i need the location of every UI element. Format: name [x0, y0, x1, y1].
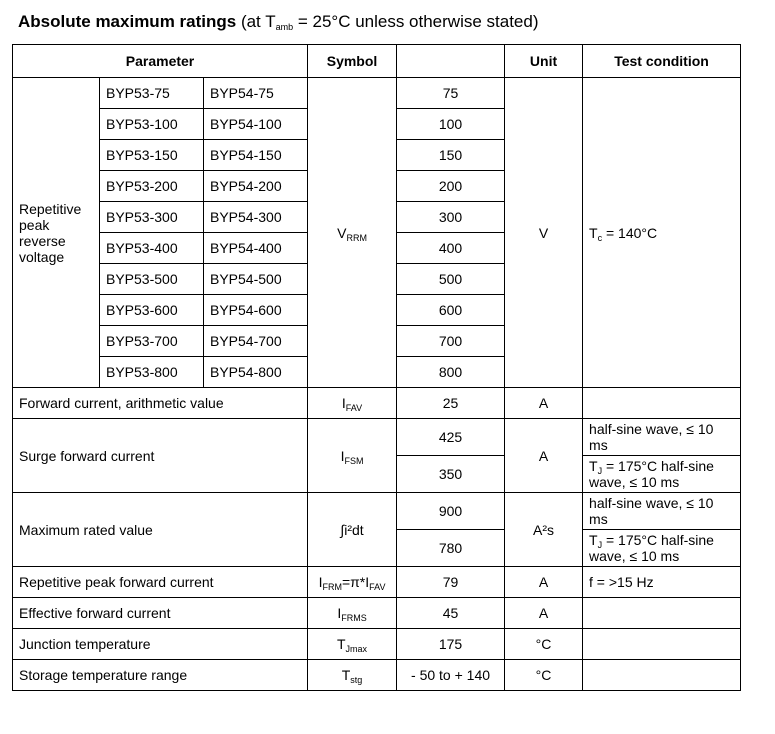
- cond-sub: J: [597, 540, 603, 550]
- type-53: BYP53-500: [100, 264, 204, 295]
- vrrm-condition: [583, 78, 741, 388]
- vrrm-value: 300: [397, 202, 505, 233]
- symbol-a: I: [318, 574, 323, 590]
- i2t-condition-1: half-sine wave, ≤ 10 ms: [583, 493, 741, 530]
- ifsm-label: Surge forward current: [13, 419, 308, 493]
- type-54: BYP54-800: [204, 357, 308, 388]
- cond-rest: = 175°C half-sine wave, ≤ 10 ms: [589, 458, 714, 490]
- symbol-sub: FRMS: [341, 613, 367, 623]
- tstg-label: Storage temperature range: [13, 660, 308, 691]
- type-53: BYP53-400: [100, 233, 204, 264]
- type-53: BYP53-100: [100, 109, 204, 140]
- type-53: BYP53-600: [100, 295, 204, 326]
- vrrm-value: 500: [397, 264, 505, 295]
- ifsm-condition-1: half-sine wave, ≤ 10 ms: [583, 419, 741, 456]
- ifrm-condition: f = >15 Hz: [583, 567, 741, 598]
- tj-symbol: [308, 629, 397, 660]
- header-parameter: Parameter: [13, 45, 308, 78]
- type-54: BYP54-700: [204, 326, 308, 357]
- vrrm-value: 600: [397, 295, 505, 326]
- title-bold: Absolute maximum ratings: [18, 12, 237, 31]
- ifav-condition: [583, 388, 741, 419]
- header-row: [13, 45, 741, 78]
- ifrm-row: [13, 567, 741, 598]
- vrrm-value: 400: [397, 233, 505, 264]
- type-53: BYP53-800: [100, 357, 204, 388]
- vrrm-symbol: [308, 78, 397, 388]
- type-53: BYP53-300: [100, 202, 204, 233]
- cond-main: T: [589, 224, 598, 241]
- symbol-b-sub: FAV: [369, 582, 386, 592]
- ifrm-unit: A: [505, 567, 583, 598]
- type-54: BYP54-500: [204, 264, 308, 295]
- tj-condition: [583, 629, 741, 660]
- cond-rest: = 175°C half-sine wave, ≤ 10 ms: [589, 532, 714, 564]
- ifav-label: Forward current, arithmetic value: [13, 388, 308, 419]
- title-suffix: = 25°C unless otherwise stated): [293, 12, 539, 31]
- type-54: BYP54-400: [204, 233, 308, 264]
- ifsm-row-1: [13, 419, 741, 456]
- symbol-mid: =π*I: [341, 574, 370, 590]
- header-symbol: Symbol: [308, 45, 397, 78]
- cond-sub: c: [597, 232, 603, 243]
- ifrms-label: Effective forward current: [13, 598, 308, 629]
- i2t-label: Maximum rated value: [13, 493, 308, 567]
- symbol-main: V: [337, 224, 347, 241]
- cond-sub: J: [597, 466, 603, 476]
- title-sub: amb: [275, 22, 294, 32]
- cond-main: T: [589, 458, 598, 474]
- title-prefix: (at T: [236, 12, 276, 31]
- tstg-unit: °C: [505, 660, 583, 691]
- vrrm-value: 150: [397, 140, 505, 171]
- header-unit: Unit: [505, 45, 583, 78]
- i2t-value-2: 780: [397, 530, 505, 567]
- ifsm-condition-2: [583, 456, 741, 493]
- ifsm-value-2: 350: [397, 456, 505, 493]
- cond-main: T: [589, 532, 598, 548]
- ifrms-value: 45: [397, 598, 505, 629]
- i2t-symbol: ∫i²dt: [308, 493, 397, 567]
- tstg-condition: [583, 660, 741, 691]
- tj-row: [13, 629, 741, 660]
- ifrms-row: [13, 598, 741, 629]
- ifrm-symbol: [308, 567, 397, 598]
- type-54: BYP54-200: [204, 171, 308, 202]
- symbol-sub: FSM: [344, 455, 364, 466]
- header-value: [397, 45, 505, 78]
- symbol-a-sub: FRM: [322, 582, 342, 592]
- symbol-main: I: [341, 395, 346, 411]
- page-title: [18, 12, 539, 32]
- tstg-row: [13, 660, 741, 691]
- vrrm-unit: V: [505, 78, 583, 388]
- symbol-sub: Jmax: [345, 644, 368, 654]
- type-53: BYP53-150: [100, 140, 204, 171]
- vrrm-label: Repetitive peak reverse voltage: [13, 78, 100, 388]
- i2t-condition-2: [583, 530, 741, 567]
- vrrm-value: 200: [397, 171, 505, 202]
- tj-unit: °C: [505, 629, 583, 660]
- type-53: BYP53-700: [100, 326, 204, 357]
- type-54: BYP54-150: [204, 140, 308, 171]
- ifrms-symbol: [308, 598, 397, 629]
- ifav-row: [13, 388, 741, 419]
- symbol-main: I: [337, 605, 342, 621]
- tstg-symbol: [308, 660, 397, 691]
- type-54: BYP54-75: [204, 78, 308, 109]
- symbol-main: I: [340, 447, 345, 464]
- ifrm-value: 79: [397, 567, 505, 598]
- ifrms-condition: [583, 598, 741, 629]
- i2t-row-1: [13, 493, 741, 530]
- ifav-unit: A: [505, 388, 583, 419]
- ifrms-unit: A: [505, 598, 583, 629]
- header-test-condition: Test condition: [583, 45, 741, 78]
- cond-rest: = 140°C: [602, 224, 658, 241]
- type-54: BYP54-300: [204, 202, 308, 233]
- title-condition: [236, 12, 538, 31]
- ifsm-value-1: 425: [397, 419, 505, 456]
- table-row: [13, 78, 741, 109]
- type-53: BYP53-75: [100, 78, 204, 109]
- vrrm-value: 100: [397, 109, 505, 140]
- symbol-sub: FAV: [345, 403, 363, 413]
- type-54: BYP54-100: [204, 109, 308, 140]
- i2t-unit: A²s: [505, 493, 583, 567]
- ifrm-label: Repetitive peak forward current: [13, 567, 308, 598]
- symbol-sub: stg: [350, 675, 363, 685]
- ratings-table: [12, 44, 741, 691]
- ifsm-unit: A: [505, 419, 583, 493]
- tj-label: Junction temperature: [13, 629, 308, 660]
- vrrm-value: 800: [397, 357, 505, 388]
- ifav-value: 25: [397, 388, 505, 419]
- tstg-value: - 50 to + 140: [397, 660, 505, 691]
- symbol-main: T: [341, 667, 351, 683]
- vrrm-value: 700: [397, 326, 505, 357]
- tj-value: 175: [397, 629, 505, 660]
- vrrm-value: 75: [397, 78, 505, 109]
- ifsm-symbol: [308, 419, 397, 493]
- ifav-symbol: [308, 388, 397, 419]
- symbol-main: T: [336, 636, 346, 652]
- vrrm-body: [13, 78, 741, 691]
- i2t-value-1: 900: [397, 493, 505, 530]
- symbol-sub: RRM: [346, 232, 367, 243]
- type-53: BYP53-200: [100, 171, 204, 202]
- type-54: BYP54-600: [204, 295, 308, 326]
